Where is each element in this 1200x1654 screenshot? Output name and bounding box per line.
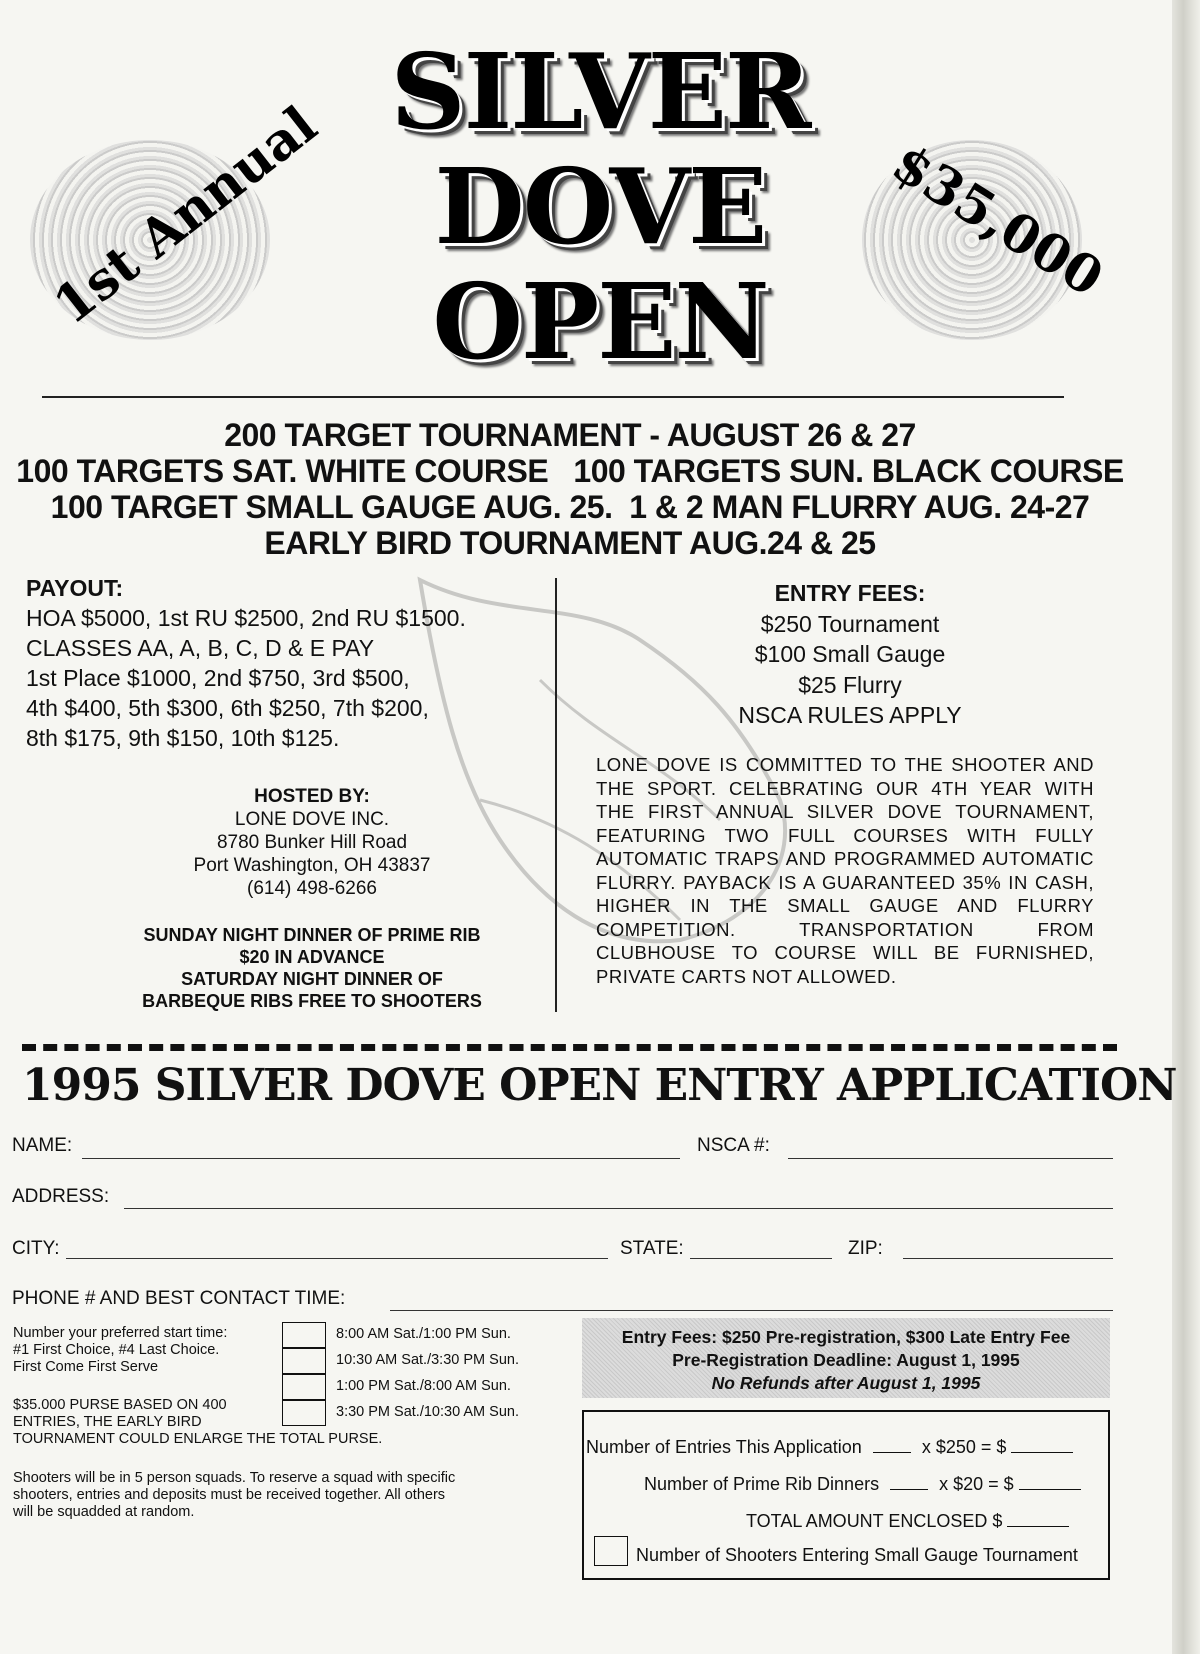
squad-note: Shooters will be in 5 person squads. To reserve a squad with specific [13, 1470, 456, 1486]
dinners-calc: x $20 = $ [939, 1474, 1014, 1494]
entries-amount-field[interactable] [1011, 1434, 1073, 1453]
city-field[interactable] [66, 1258, 608, 1259]
name-label: NAME: [12, 1135, 73, 1156]
zip-field[interactable] [903, 1258, 1113, 1259]
entries-calc: x $250 = $ [921, 1437, 1007, 1457]
start-time-checkbox[interactable] [282, 1322, 326, 1348]
payment-calculation-box [582, 1410, 1110, 1580]
purse-note: $35.000 PURSE BASED ON 400 [13, 1397, 227, 1413]
total-row [746, 1508, 1069, 1532]
start-time-option: 8:00 AM Sat./1:00 PM Sun. [336, 1326, 511, 1342]
start-time-option: 1:00 PM Sat./8:00 AM Sun. [336, 1378, 511, 1394]
dinners-count-field[interactable] [890, 1471, 928, 1490]
address-field[interactable] [124, 1208, 1113, 1209]
start-time-note: First Come First Serve [13, 1359, 159, 1375]
entry-fee-line: $100 Small Gauge [754, 641, 946, 667]
payout-line: 1st Place $1000, 2nd $750, 3rd $500, [26, 665, 410, 691]
headline-courses: 100 TARGETS SAT. WHITE COURSE 100 TARGETS SUN. BLACK COURSE [16, 453, 1124, 489]
entry-fee-line: $25 Flurry [798, 672, 902, 698]
squad-note: will be squadded at random. [13, 1504, 195, 1520]
phone-field[interactable] [390, 1310, 1113, 1311]
hosted-line: (614) 498-6266 [247, 878, 377, 899]
entries-count-field[interactable] [873, 1434, 911, 1453]
name-field[interactable] [82, 1158, 680, 1159]
dinner-line: $20 IN ADVANCE [239, 947, 385, 967]
phone-label: PHONE # AND BEST CONTACT TIME: [12, 1288, 346, 1309]
payout-line: HOA $5000, 1st RU $2500, 2nd RU $1500. [26, 605, 466, 631]
payout-line: 4th $400, 5th $300, 6th $250, 7th $200, [26, 695, 429, 721]
description-paragraph: LONE DOVE IS COMMITTED TO THE SHOOTER AND THE SPORT. CELEBRATING OUR 4TH YEAR WITH THE FIRST ANNUAL SILVER DOVE TOURNAMENT, FEATURING TWO FULL COURSES WITH FULLY AUTOMATIC TRAPS AND PROGRAMMED AUTOMATIC FLURRY. PAYBACK IS A GUARANTEED 35% IN CASH, HIGHER IN THE SMALL GAUGE AND FLURRY COMPETITION. TRANSPORTATION FROM CLUBHOUSE TO COURSE WILL BE FURNISHED, PRIVATE CARTS NOT ALLOWED. [596, 754, 1094, 987]
fee-info-line: Entry Fees: $250 Pre-registration, $300 Late Entry Fee [621, 1327, 1071, 1347]
entries-row [586, 1434, 1073, 1458]
first-annual-badge: 1st Annual [42, 94, 329, 337]
payout-line: 8th $175, 9th $150, 10th $125. [26, 725, 340, 751]
entry-fees-heading: ENTRY FEES: [774, 580, 926, 606]
purse-note: TOURNAMENT COULD ENLARGE THE TOTAL PURSE. [13, 1431, 383, 1447]
fee-info-box [582, 1318, 1110, 1398]
payout-line: CLASSES AA, A, B, C, D & E PAY [26, 635, 375, 661]
entry-fee-line: NSCA RULES APPLY [738, 702, 962, 728]
column-divider [555, 578, 557, 1012]
headline-early-bird: EARLY BIRD TOURNAMENT AUG.24 & 25 [264, 525, 876, 561]
purse-amount-badge: $35,000 [881, 132, 1114, 309]
hosted-heading: HOSTED BY: [254, 786, 370, 807]
no-refunds-line: No Refunds after August 1, 1995 [711, 1373, 981, 1393]
dinners-row [644, 1471, 1081, 1495]
small-gauge-checkbox[interactable] [594, 1536, 628, 1566]
entries-label: Number of Entries This Application [586, 1437, 862, 1457]
headline-small-gauge: 100 TARGET SMALL GAUGE AUG. 25. 1 & 2 MAN FLURRY AUG. 24-27 [50, 489, 1090, 525]
start-time-option: 3:30 PM Sat./10:30 AM Sun. [336, 1404, 519, 1420]
zip-label: ZIP: [848, 1238, 883, 1259]
start-time-checkbox[interactable] [282, 1374, 326, 1400]
title-silver: SILVER [390, 30, 810, 153]
total-amount-field[interactable] [1007, 1508, 1069, 1527]
hosted-line: Port Washington, OH 43837 [193, 855, 431, 876]
hosted-line: LONE DOVE INC. [234, 809, 390, 830]
squad-note: shooters, entries and deposits must be received together. All others [13, 1487, 446, 1503]
nsca-label: NSCA #: [697, 1135, 770, 1156]
payout-heading: PAYOUT: [26, 575, 124, 601]
dinner-line: SATURDAY NIGHT DINNER OF [181, 969, 443, 989]
total-label: TOTAL AMOUNT ENCLOSED $ [746, 1511, 1003, 1531]
cut-line [22, 1044, 1117, 1051]
header-rule [42, 396, 1064, 398]
start-time-checkbox[interactable] [282, 1348, 326, 1374]
nsca-field[interactable] [788, 1158, 1113, 1159]
state-field[interactable] [690, 1258, 832, 1259]
start-time-note: #1 First Choice, #4 Last Choice. [13, 1342, 220, 1358]
hosted-line: 8780 Bunker Hill Road [216, 832, 408, 853]
start-time-option: 10:30 AM Sat./3:30 PM Sun. [336, 1352, 519, 1368]
dinners-amount-field[interactable] [1019, 1471, 1081, 1490]
small-gauge-label: Number of Shooters Entering Small Gauge Tournament [636, 1545, 1078, 1565]
title-dove: DOVE [434, 145, 766, 268]
title-open: OPEN [432, 260, 768, 383]
deadline-line: Pre-Registration Deadline: August 1, 1995 [672, 1350, 1020, 1370]
entry-fee-line: $250 Tournament [760, 611, 940, 637]
application-title: 1995 SILVER DOVE OPEN ENTRY APPLICATION [22, 1060, 1177, 1111]
start-time-checkbox[interactable] [282, 1400, 326, 1426]
purse-note: ENTRIES, THE EARLY BIRD [13, 1414, 202, 1430]
city-label: CITY: [12, 1238, 60, 1259]
dinners-label: Number of Prime Rib Dinners [644, 1474, 880, 1494]
start-time-note: Number your preferred start time: [13, 1325, 228, 1341]
address-label: ADDRESS: [12, 1186, 110, 1207]
dinner-line: SUNDAY NIGHT DINNER OF PRIME RIB [143, 925, 481, 945]
state-label: STATE: [620, 1238, 684, 1259]
dinner-line: BARBEQUE RIBS FREE TO SHOOTERS [142, 991, 482, 1011]
headline-tournament: 200 TARGET TOURNAMENT - AUGUST 26 & 27 [224, 417, 916, 453]
